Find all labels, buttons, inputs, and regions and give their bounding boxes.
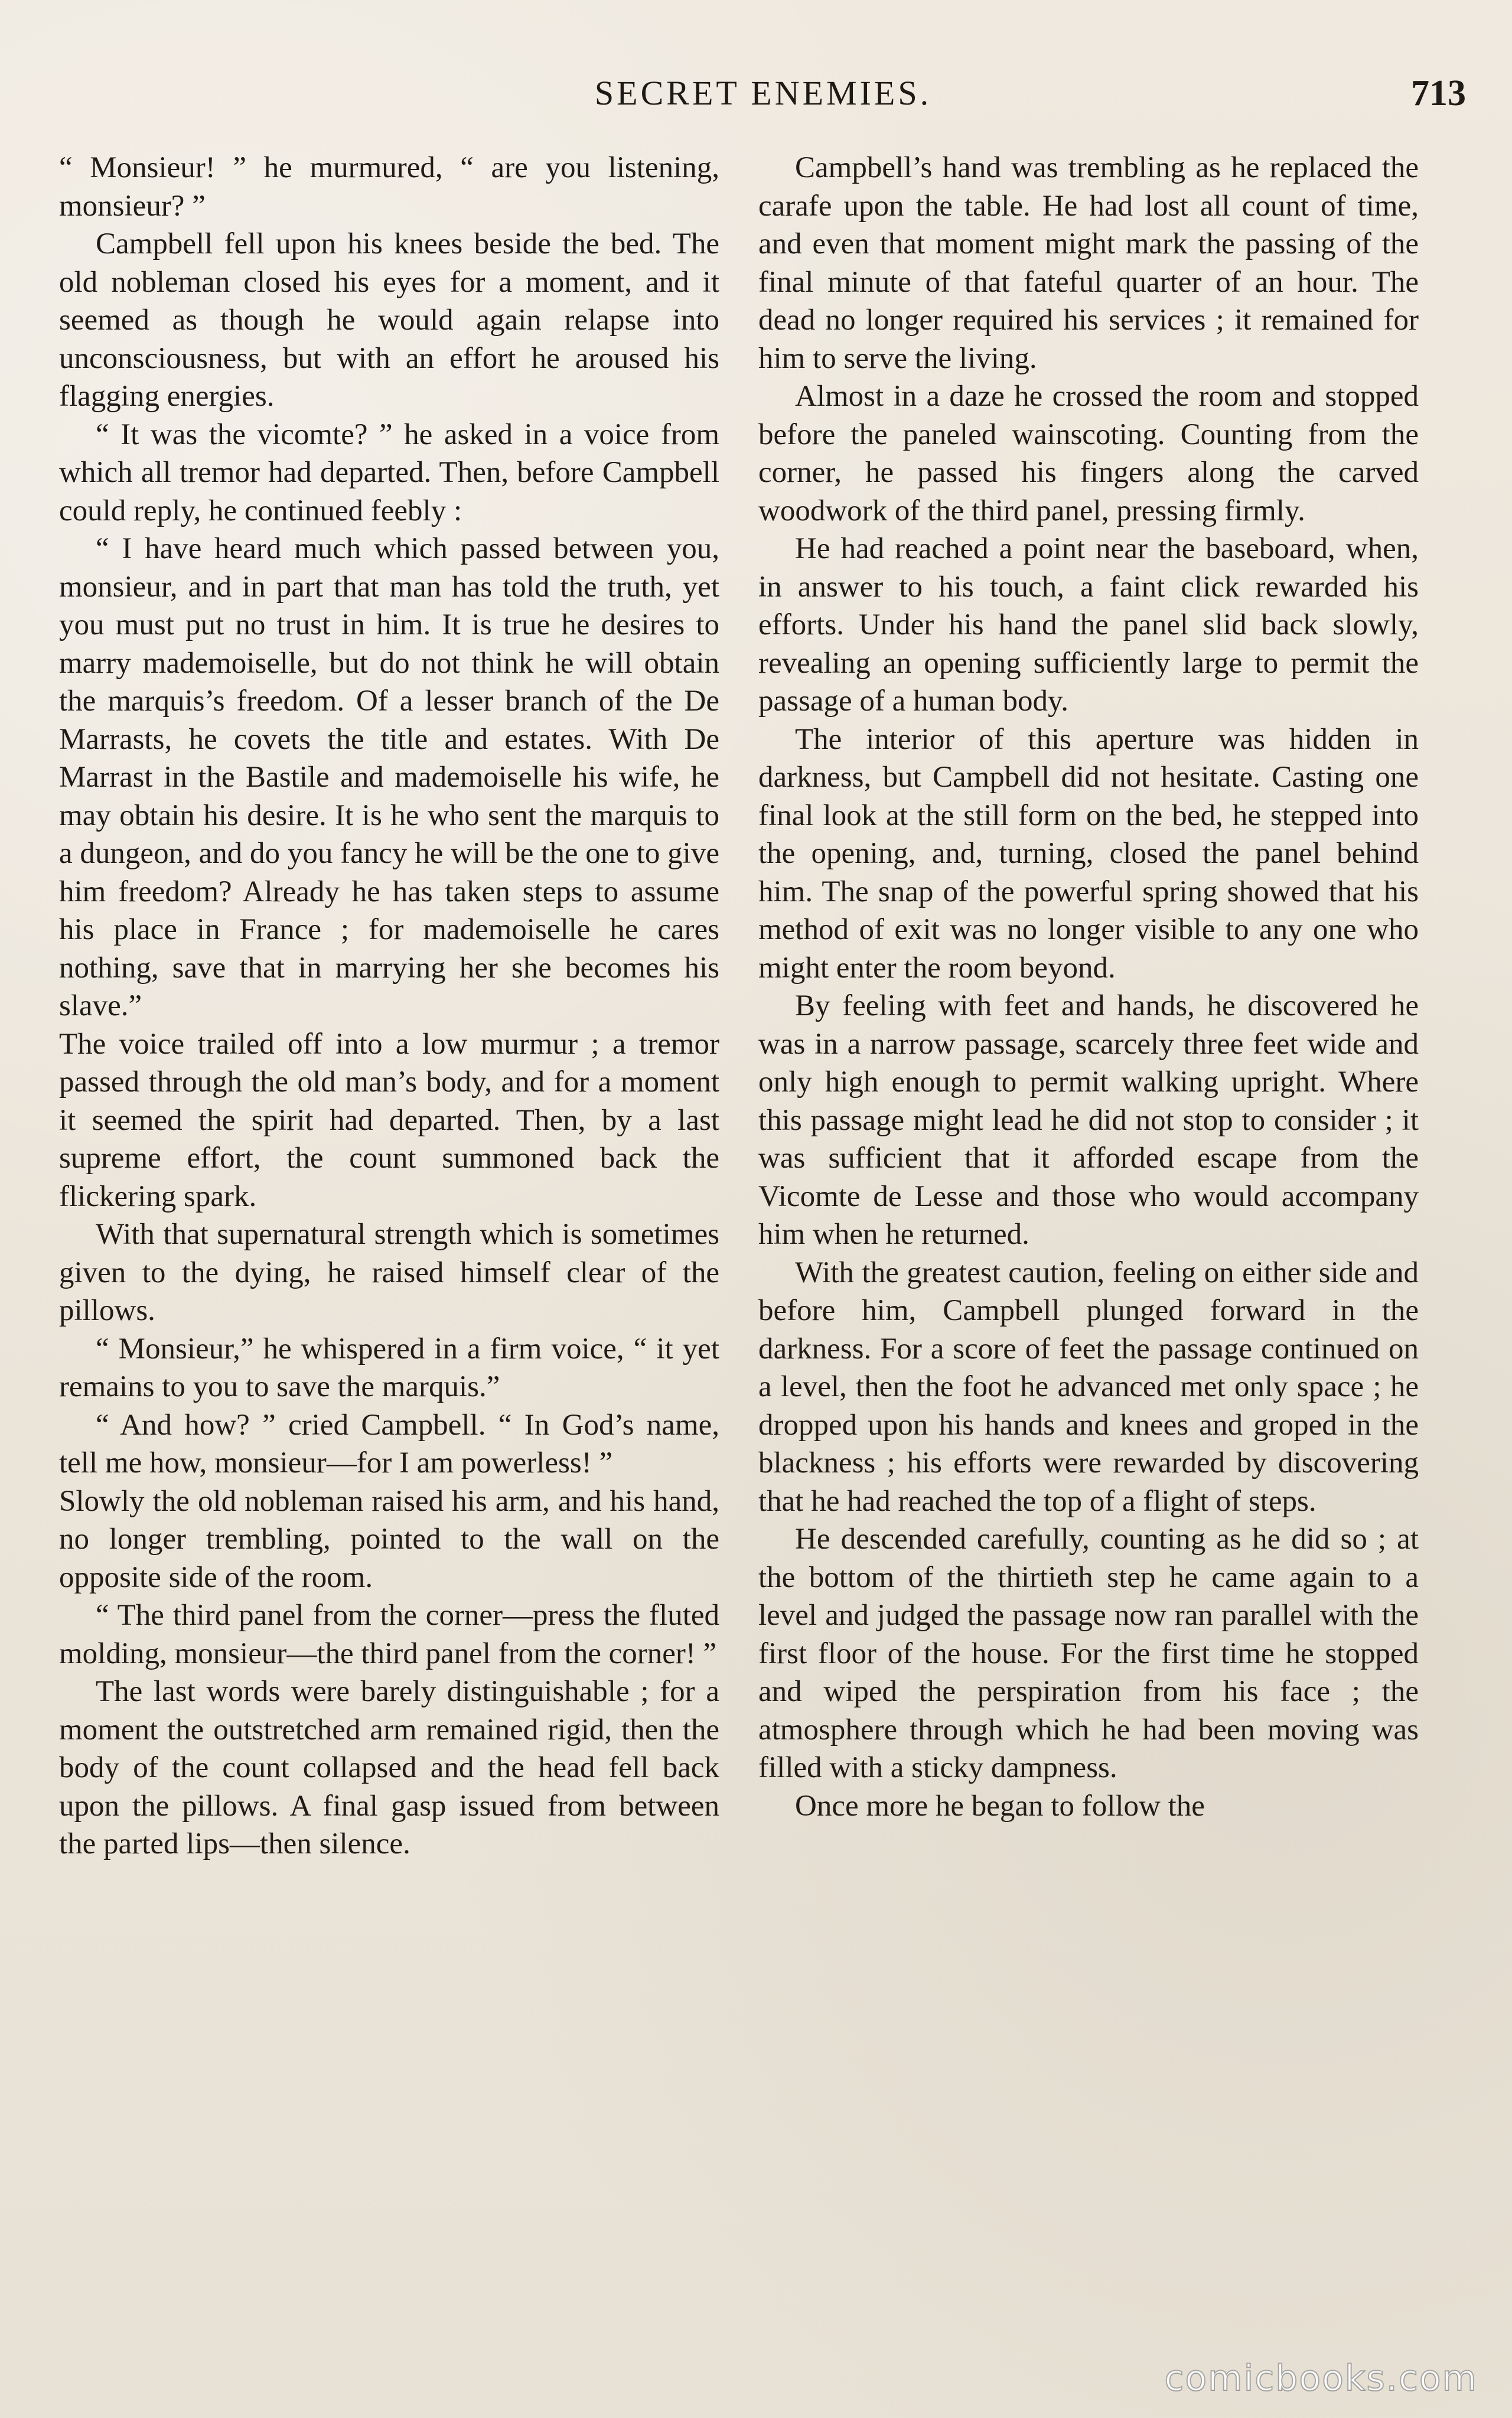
paragraph: “ And how? ” cried Campbell. “ In God’s name, tell me how, monsieur—for I am powerless! ”: [59, 1408, 719, 1480]
paragraph: Campbell fell upon his knees beside the bed. The old nobleman closed his eyes for a moment, and it seemed as though he would again relapse into unconsciousness, but with an effort he aroused his flagging energies.: [59, 227, 719, 413]
paragraph: The voice trailed off into a low murmur ; a tremor passed through the old man’s body, and for a moment it seemed the spirit had departed. Then, by a last supreme effort, the count summoned back the flickering spark.: [59, 1027, 719, 1213]
paragraph: “ It was the vicomte? ” he asked in a voice from which all tremor had departed. Then, before Campbell could reply, he continued feebly :: [59, 418, 719, 527]
paragraph: With the greatest caution, feeling on either side and before him, Campbell plunged forward in the darkness. For a score of feet the passage continued on a level, then the foot he advanced met only space ; he dropped upon his hands and knees and groped in the blackness ; his efforts were rewarded by discovering that he had reached the top of a flight of steps.: [758, 1256, 1419, 1518]
text-columns: [59, 149, 1466, 2347]
watermark-text: comicbooks.com: [1164, 2358, 1478, 2399]
paragraph: Almost in a daze he crossed the room and stopped before the paneled wainscoting. Counting from the corner, he passed his fingers along the carved woodwork of the third panel, pressing firmly.: [758, 380, 1419, 527]
paragraph: “ The third panel from the corner—press the fluted molding, monsieur—the third panel from the corner! ”: [59, 1599, 719, 1670]
left-column: [59, 149, 719, 1863]
right-column: [758, 149, 1419, 1825]
paragraph: “ I have heard much which passed between you, monsieur, and in part that man has told the truth, yet you must put no trust in him. It is true he desires to marry mademoiselle, but do not think he will obtain the marquis’s freedom. Of a lesser branch of the De Marrasts, he covets the title and estates. With De Marrast in the Bastile and mademoiselle his wife, he may obtain his desire. It is he who sent the marquis to a dungeon, and do you fancy he will be the one to give him freedom? Already he has taken steps to assume his place in France ; for mademoiselle he cares nothing, save that in marrying her she becomes his slave.”: [59, 532, 719, 1022]
paragraph: Slowly the old nobleman raised his arm, and his hand, no longer trembling, pointed to the wall on the opposite side of the room.: [59, 1484, 719, 1594]
page-number: 713: [1411, 73, 1466, 113]
paragraph: He had reached a point near the baseboard, when, in answer to his touch, a faint click rewarded his efforts. Under his hand the panel slid back slowly, revealing an opening sufficiently large to permit the passage of a human body.: [758, 532, 1419, 718]
paragraph: With that supernatural strength which is sometimes given to the dying, he raised himself clear of the pillows.: [59, 1218, 719, 1327]
paragraph: The last words were barely distinguishable ; for a moment the outstretched arm remained rigid, then the body of the count collapsed and the head fell back upon the pillows. A final gasp issued from between the parted lips—then silence.: [59, 1675, 719, 1860]
paragraph: He descended carefully, counting as he did so ; at the bottom of the thirtieth step he came again to a level and judged the passage now ran parallel with the first floor of the house. For the first time he stopped and wiped the perspiration from his face ; the atmosphere through which he had been moving was filled with a sticky dampness.: [758, 1523, 1419, 1784]
paragraph: The interior of this aperture was hidden in darkness, but Campbell did not hesitate. Casting one final look at the still form on the bed, he stepped into the opening, and, turning, closed the panel behind him. The snap of the powerful spring showed that his method of exit was no longer visible to any one who might enter the room beyond.: [758, 722, 1419, 985]
running-head: SECRET ENEMIES.: [594, 74, 932, 112]
page-header: [60, 70, 1466, 117]
paragraph: Campbell’s hand was trembling as he replaced the carafe upon the table. He had lost all count of time, and even that moment might mark the passing of the final minute of that fateful quarter of an hour. The dead no longer required his services ; it remained for him to serve the living.: [758, 151, 1419, 375]
paragraph: By feeling with feet and hands, he discovered he was in a narrow passage, scarcely three feet wide and only high enough to permit walking upright. Where this passage might lead he did not stop to consider ; it was sufficient that it afforded escape from the Vicomte de Lesse and those who would accompany him when he returned.: [758, 989, 1419, 1251]
paragraph: “ Monsieur,” he whispered in a firm voice, “ it yet remains to you to save the marquis.”: [59, 1332, 719, 1403]
paragraph: Once more he began to follow the: [795, 1789, 1205, 1823]
paragraph: “ Monsieur! ” he murmured, “ are you listening, monsieur? ”: [59, 151, 719, 223]
